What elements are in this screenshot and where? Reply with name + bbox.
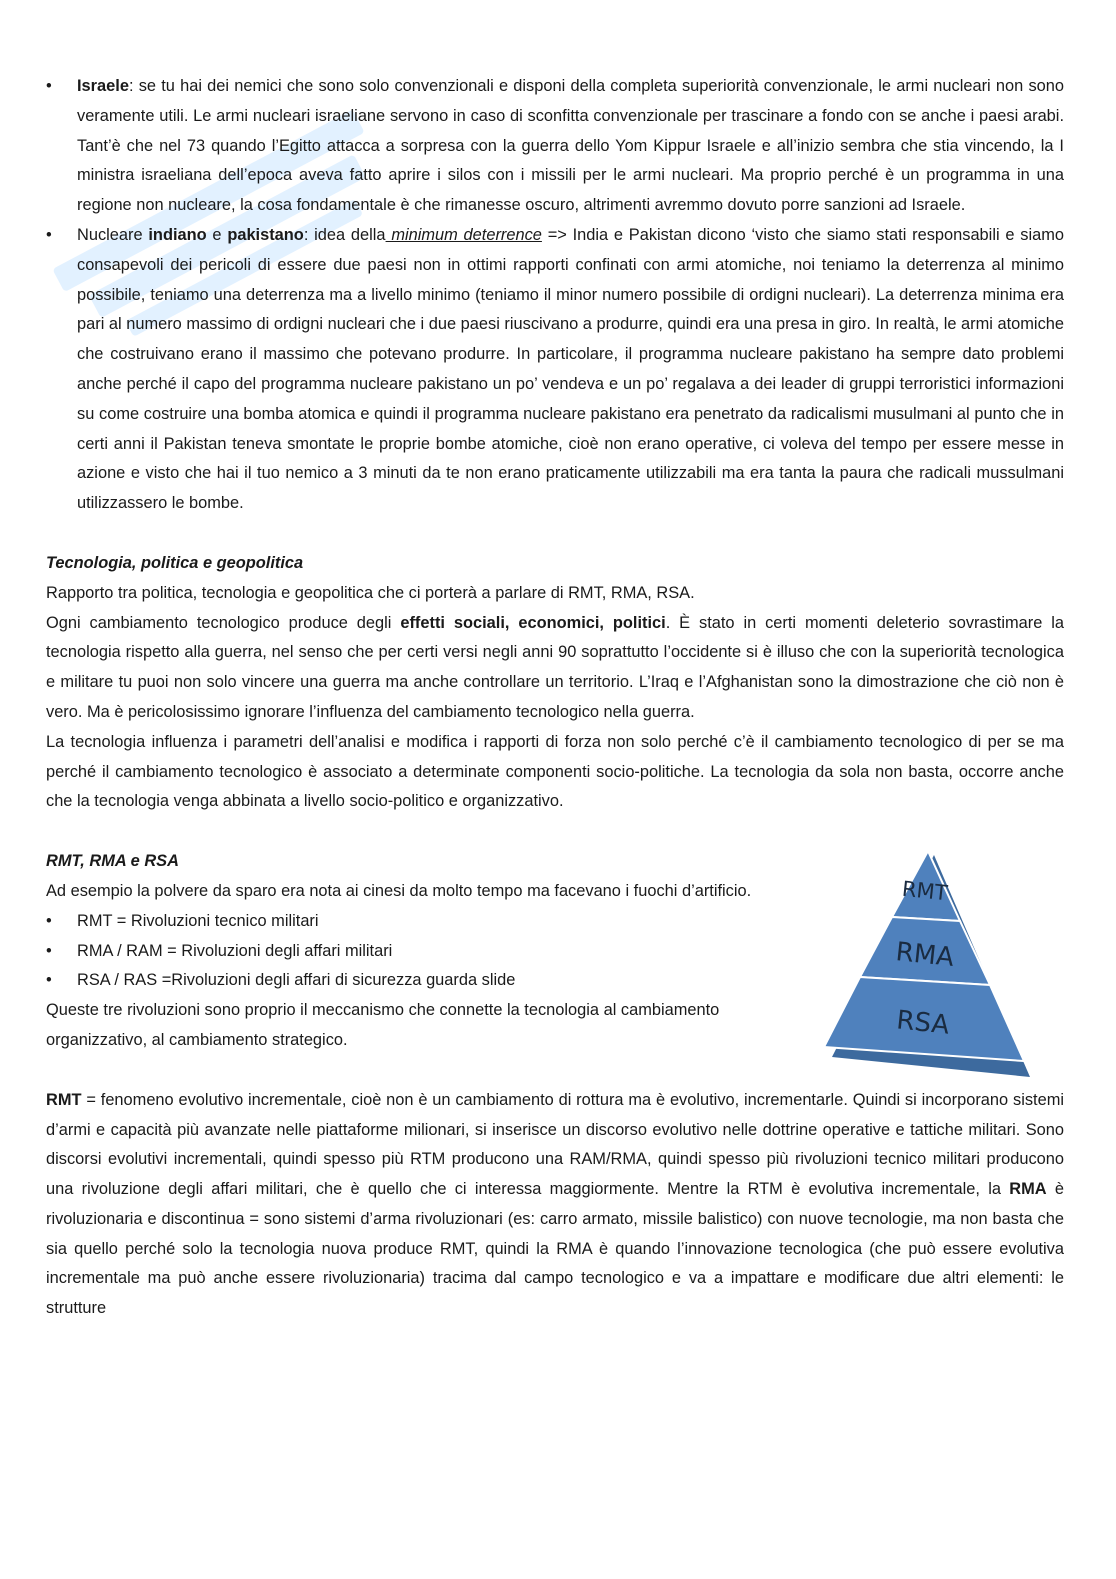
list-item-text: RMT = Rivoluzioni tecnico militari xyxy=(77,911,319,930)
bold-term: RMT xyxy=(46,1090,82,1109)
bold-term: indiano xyxy=(148,225,207,244)
pyramid-label-rsa: RSA xyxy=(894,1005,951,1041)
bold-term: RMA xyxy=(1009,1180,1047,1199)
bullet-icon: • xyxy=(46,77,52,95)
paragraph-text: . È stato in certi momenti deleterio sovrastimare la tecnologia rispetto alla guerra, nel senso che per certi versi negli anni 90 soprattutto l’occidente si è illuso che con la superiorità tecnologica e militare tu puoi non solo vincere una guerra ma anche controllare un territorio. L’Iraq e l’Afghanistan sono la dimostrazione che ciò non è vero. Ma è pericolosissimo ignorare l’influenza del cambiamento tecnologico nella guerra. xyxy=(46,613,1064,721)
bullet-list-nuclear xyxy=(46,72,1064,519)
emphasis-term: minimum deterrence xyxy=(385,225,542,244)
pyramid-label-rma: RMA xyxy=(894,937,956,974)
paragraph-text: : idea della xyxy=(303,225,386,244)
list-item xyxy=(46,966,804,996)
paragraph xyxy=(46,1086,1064,1324)
list-item-india-pakistan xyxy=(46,221,1064,519)
paragraph-text: è rivoluzionaria e discontinua = sono sistemi d’arma rivoluzionari (es: carro armato, missile balistico) con nuove tecnologie, ma non basta che sia quello perché solo la tecnologia nuova produce RMT, quindi la RMA è quando l’innovazione tecnologica (che può essere evolutiva incrementale ma può anche essere rivoluzionaria) tracima dal campo tecnologico e va a impattare e modificare due altri elementi: le strutture xyxy=(46,1180,1065,1318)
bullet-icon: • xyxy=(46,225,52,244)
bullet-icon: • xyxy=(46,941,52,960)
bold-term: pakistano xyxy=(227,225,304,244)
pyramid-label-rmt: RMT xyxy=(900,876,949,906)
list-item-israele xyxy=(46,72,1064,221)
paragraph-text: = fenomeno evolutivo incrementale, cioè non è un cambiamento di rottura ma è evolutivo, incrementarle. Quindi si incorporano sistemi d’armi e capacità più avanzate nelle piattaforme milionari, si inserisce un discorso evolutivo nelle dottrine operative e tattiche militari. Sono discorsi evolutivi incrementali, quindi spesso più RTM producono una RAM/RMA, quindi spesso più rivoluzioni tecnico militari producono una rivoluzione degli affari militari, che è quello che ci interessa maggiormente. Mentre la RTM è evolutiva incrementale, la xyxy=(46,1090,1064,1199)
list-item xyxy=(46,937,804,967)
paragraph: Rapporto tra politica, tecnologia e geopolitica che ci porterà a parlare di RMT, RMA, RSA. xyxy=(46,583,695,602)
pyramid-diagram xyxy=(824,851,1036,1087)
rmt-section xyxy=(46,847,1064,1056)
list-item-text: RMA / RAM = Rivoluzioni degli affari militari xyxy=(77,941,393,960)
bold-term: effetti sociali, economici, politici xyxy=(400,613,666,632)
bullet-icon: • xyxy=(46,911,52,930)
bullet-list-revolutions xyxy=(46,907,804,996)
paragraph-text: : se tu hai dei nemici che sono solo convenzionali e disponi della completa superiorità convenzionale, le armi nucleari non sono veramente utili. Le armi nucleari israeliane servono in caso di sconfitta convenzionale per trascinare a fondo con se anche i paesi arabi. Tant’è che nel 73 quando l’Egitto attacca a sorpresa con la guerra dello Yom Kippur Israele e all’inizio sembra che stia vincendo, la I ministra israeliana dell’epoca aveva fatto aprire i silos con i missili per le armi nucleari. Ma proprio perché è un programma in una regione non nucleare, la cosa fondamentale è che rimanesse oscuro, altrimenti avremmo dovuto porre sanzioni ad Israele. xyxy=(77,77,1064,215)
paragraph: Ad esempio la polvere da sparo era nota ai cinesi da molto tempo ma facevano i fuochi d’artificio. xyxy=(46,881,752,900)
paragraph-text: => India e Pakistan dicono ‘visto che siamo stati responsabili e siamo consapevoli dei pericoli di essere due paesi non in ottimi rapporti confinati con armi atomiche, noi teniamo la deterrenza al minimo possibile, teniamo una deterrenza ma a livello minimo (teniamo il minor numero possibile di ordigni nucleari). La deterrenza minima era pari al numero massimo di ordigni nucleari che i due paesi riuscivano a produrre, quindi era una presa in giro. In realtà, le armi atomiche che costruivano erano il massimo che potevano produrre. In particolare, il programma nucleare pakistano ha sempre dato problemi anche perché il capo del programma nucleare pakistano un po’ vendeva e un po’ regalava a dei leader di gruppi terroristici informazioni su come costruire una bomba atomica e quindi il programma nucleare pakistano era penetrato da radicalismi musulmani al punto che in certi anni il Pakistan teneva smontate le proprie bombe atomiche, cioè non erano operative, ci voleva del tempo per essere messe in azione e visto che hai il tuo nemico a 3 minuti da te non erano praticamente utilizzabili ma era tanta la paura che radicali mussulmani utilizzassero le bombe. xyxy=(77,225,1064,513)
paragraph: Queste tre rivoluzioni sono proprio il meccanismo che connette la tecnologia al cambiamento organizzativo, al cambiamento strategico. xyxy=(46,1001,720,1049)
list-item xyxy=(46,907,804,937)
document-page xyxy=(46,72,1064,1324)
list-item-text: RSA / RAS =Rivoluzioni degli affari di sicurezza guarda slide xyxy=(77,971,516,990)
bullet-icon: • xyxy=(46,971,52,990)
section-heading: RMT, RMA e RSA xyxy=(46,852,179,871)
paragraph-text: Nucleare xyxy=(77,225,149,244)
bold-term: Israele xyxy=(77,77,129,95)
paragraph-text: Ogni cambiamento tecnologico produce degli xyxy=(46,613,401,632)
paragraph xyxy=(46,609,1064,728)
paragraph: La tecnologia influenza i parametri dell’analisi e modifica i rapporti di forza non solo perché c’è il cambiamento tecnologico di per se ma perché il cambiamento tecnologico è associato a determinate componenti socio-politiche. La tecnologia da sola non basta, occorre anche che la tecnologia venga abbinata a livello socio-politico e organizzativo. xyxy=(46,732,1064,811)
paragraph-text: e xyxy=(206,225,228,244)
section-heading: Tecnologia, politica e geopolitica xyxy=(46,553,304,572)
